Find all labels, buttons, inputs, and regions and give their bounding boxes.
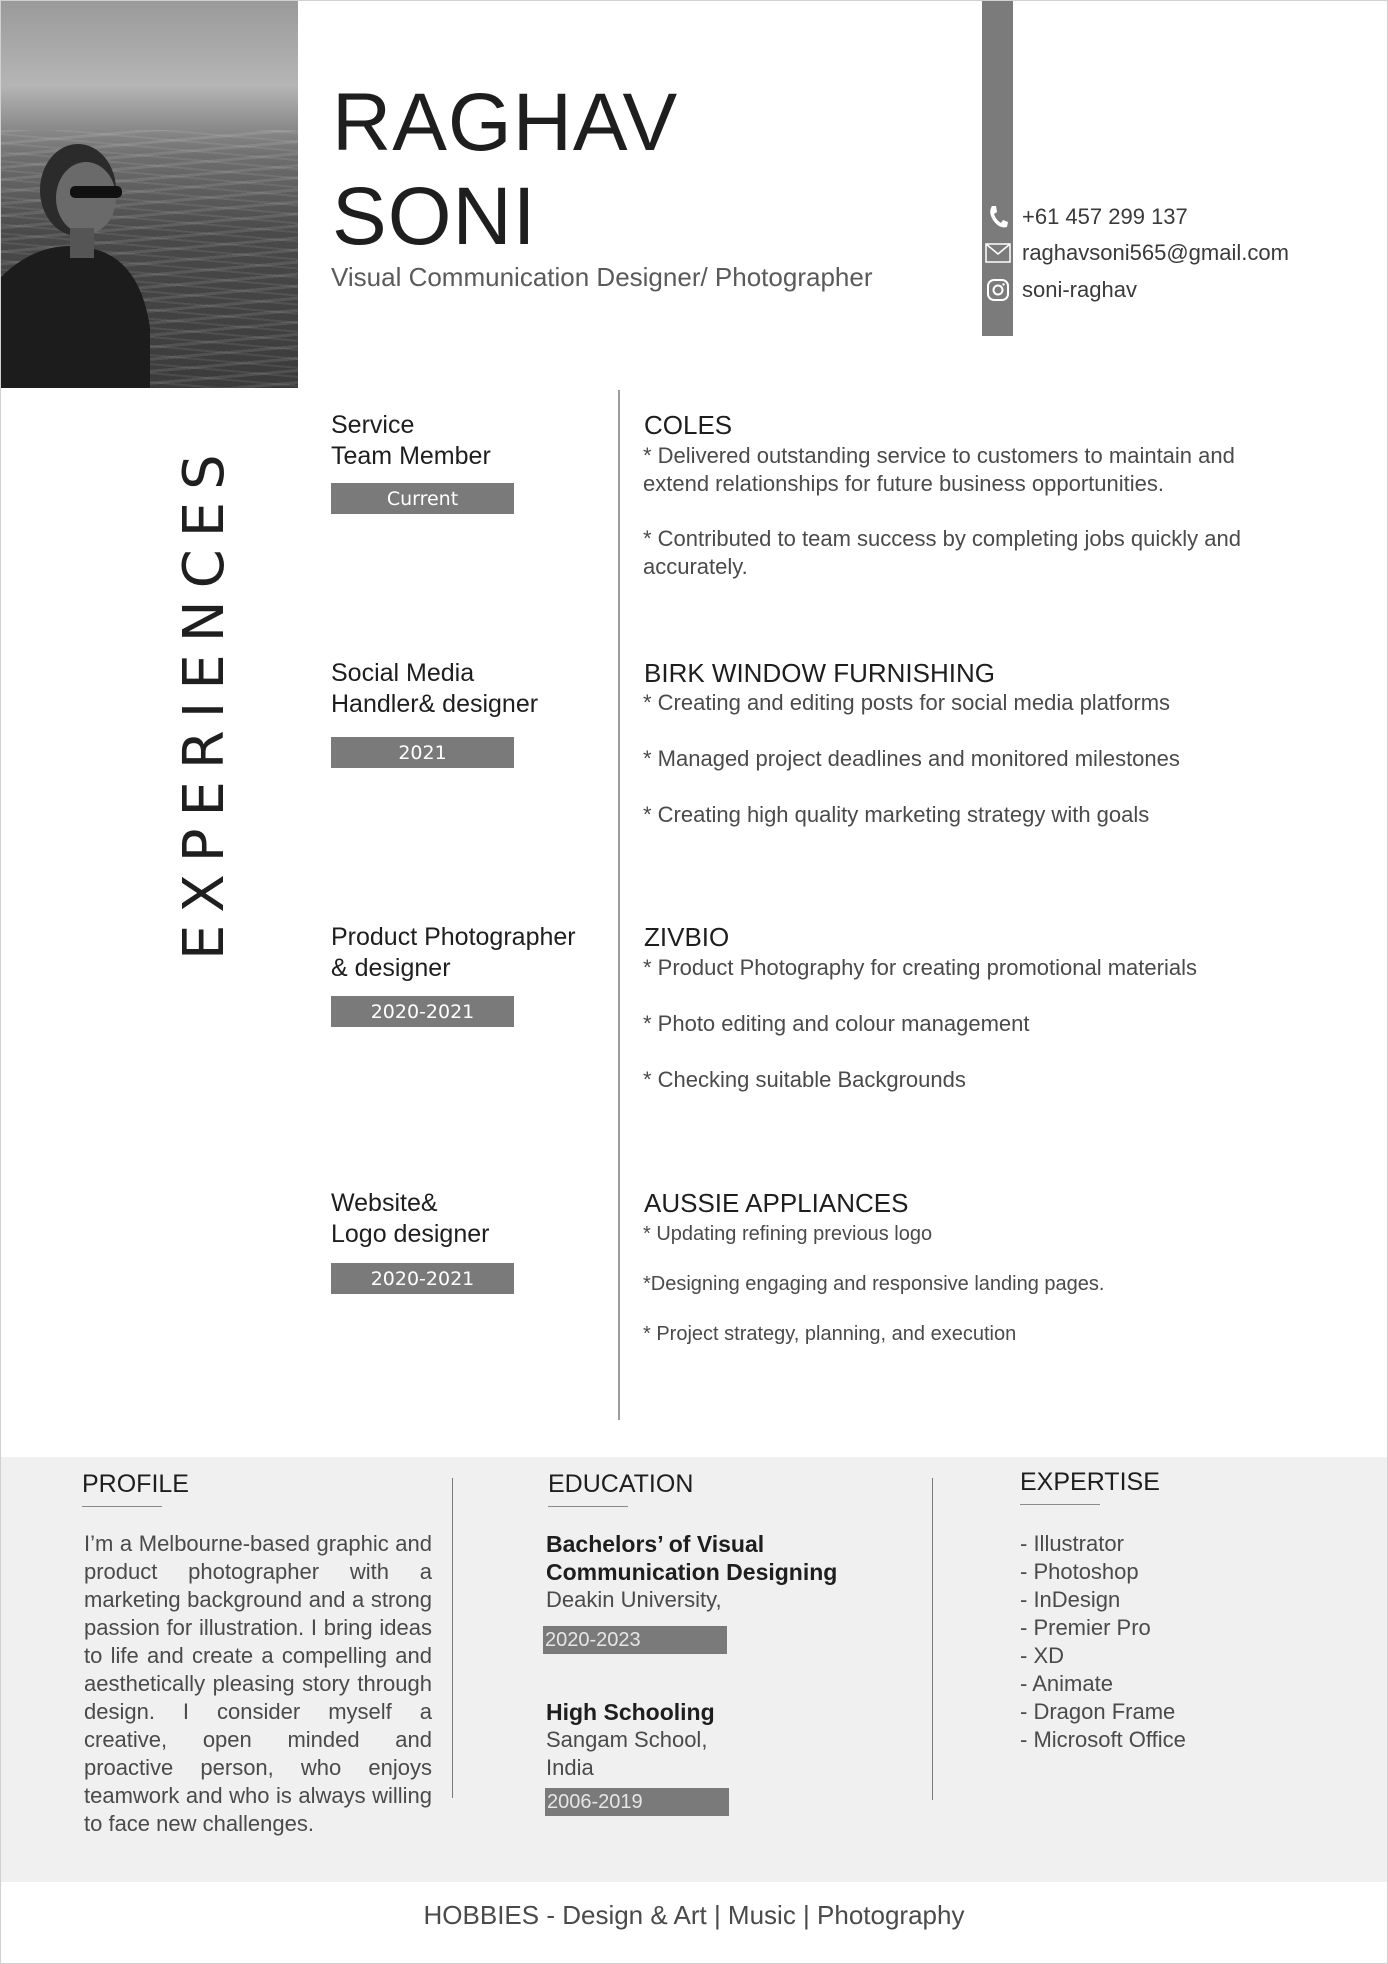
experience-role bbox=[331, 410, 491, 472]
profile-heading: PROFILE bbox=[82, 1470, 189, 1498]
period-badge: 2020-2021 bbox=[331, 996, 514, 1027]
column-divider bbox=[932, 1478, 933, 1800]
experience-point: *Designing engaging and responsive landing pages. bbox=[643, 1273, 1105, 1295]
expertise-item: - Premier Pro bbox=[1020, 1615, 1151, 1640]
experience-point: * Creating high quality marketing strategy with goals bbox=[643, 802, 1150, 827]
experience-role bbox=[331, 922, 576, 984]
education-item bbox=[546, 1530, 837, 1614]
email-address: raghavsoni565@gmail.com bbox=[1022, 240, 1289, 265]
education-item bbox=[546, 1698, 715, 1782]
role-line: Team Member bbox=[331, 442, 491, 470]
degree-line: Communication Designing bbox=[546, 1559, 838, 1585]
role-line: & designer bbox=[331, 954, 451, 982]
company-name: ZIVBIO bbox=[644, 922, 730, 952]
expertise-item: - Animate bbox=[1020, 1671, 1113, 1696]
period-badge: Current bbox=[331, 483, 514, 514]
experience-point: * Creating and editing posts for social media platforms bbox=[643, 690, 1171, 715]
period-badge: 2020-2021 bbox=[331, 1263, 514, 1294]
phone-number: +61 457 299 137 bbox=[1022, 204, 1188, 229]
expertise-item: - Photoshop bbox=[1020, 1559, 1139, 1584]
job-title: Visual Communication Designer/ Photographer bbox=[331, 262, 873, 292]
expertise-item: - Illustrator bbox=[1020, 1531, 1124, 1556]
mail-icon bbox=[984, 239, 1012, 267]
education-period: 2006-2019 bbox=[545, 1788, 729, 1816]
experience-point: * Contributed to team success by completing jobs quickly and accurately. bbox=[643, 526, 1241, 579]
role-line: Service bbox=[331, 411, 415, 439]
expertise-item: - Dragon Frame bbox=[1020, 1699, 1176, 1724]
role-line: Social Media bbox=[331, 659, 475, 687]
phone-icon bbox=[984, 203, 1012, 231]
instagram-icon bbox=[984, 276, 1012, 304]
school-name: Deakin University, bbox=[546, 1587, 722, 1612]
profile-heading-rule bbox=[82, 1506, 162, 1507]
period-badge: 2021 bbox=[331, 737, 514, 768]
role-line: Logo designer bbox=[331, 1220, 490, 1248]
portrait-silhouette bbox=[0, 128, 150, 388]
experience-divider bbox=[618, 390, 620, 1420]
experience-point: * Managed project deadlines and monitored milestones bbox=[643, 746, 1180, 771]
expertise-item: - XD bbox=[1020, 1643, 1064, 1668]
expertise-item: - Microsoft Office bbox=[1020, 1727, 1186, 1752]
column-divider bbox=[452, 1478, 453, 1798]
school-name: Sangam School, bbox=[546, 1727, 708, 1752]
last-name: SONI bbox=[332, 171, 537, 262]
experience-point: * Photo editing and colour management bbox=[643, 1011, 1030, 1036]
profile-text: I’m a Melbourne-based graphic and product photographer with a marketing background and a strong passion for illustration. I bring ideas to life and create a compelling and aesthetically pleasing story through design. I consider myself a creative, open minded and proactive person, who enjoys teamwork and who is always willing to face new challenges. bbox=[84, 1531, 432, 1836]
role-line: Handler& designer bbox=[331, 690, 539, 718]
first-name: RAGHAV bbox=[332, 77, 679, 168]
contact-phone[interactable] bbox=[984, 200, 1188, 234]
company-name: AUSSIE APPLIANCES bbox=[644, 1188, 909, 1218]
education-period: 2020-2023 bbox=[543, 1626, 727, 1654]
degree-line: Bachelors’ of Visual bbox=[546, 1531, 765, 1557]
expertise-heading: EXPERTISE bbox=[1020, 1468, 1160, 1496]
experience-point: * Project strategy, planning, and execution bbox=[643, 1323, 1017, 1345]
role-line: Product Photographer bbox=[331, 923, 576, 951]
education-heading-rule bbox=[548, 1506, 628, 1507]
expertise-list bbox=[1020, 1530, 1186, 1754]
school-location: India bbox=[546, 1755, 594, 1780]
contact-email[interactable] bbox=[984, 236, 1289, 270]
education-heading: EDUCATION bbox=[548, 1470, 694, 1498]
experience-point: * Checking suitable Backgrounds bbox=[643, 1067, 966, 1092]
profile-photo bbox=[0, 0, 298, 388]
instagram-handle: soni-raghav bbox=[1022, 277, 1137, 302]
experience-point: * Delivered outstanding service to customers to maintain and extend relationships for future business opportunities. bbox=[643, 443, 1235, 496]
hobbies-line: HOBBIES - Design & Art | Music | Photography bbox=[423, 1900, 965, 1930]
company-name: COLES bbox=[644, 410, 733, 440]
experience-role bbox=[331, 1188, 489, 1250]
expertise-item: - InDesign bbox=[1020, 1587, 1121, 1612]
contact-instagram[interactable] bbox=[984, 273, 1137, 307]
experience-role bbox=[331, 658, 538, 720]
expertise-heading-rule bbox=[1020, 1504, 1100, 1505]
experiences-heading: EXPERIENCES bbox=[172, 442, 237, 960]
role-line: Website& bbox=[331, 1189, 438, 1217]
experience-point: * Product Photography for creating promotional materials bbox=[643, 955, 1197, 980]
degree-line: High Schooling bbox=[546, 1699, 715, 1725]
experience-point: * Updating refining previous logo bbox=[643, 1223, 933, 1245]
company-name: BIRK WINDOW FURNISHING bbox=[644, 658, 995, 688]
